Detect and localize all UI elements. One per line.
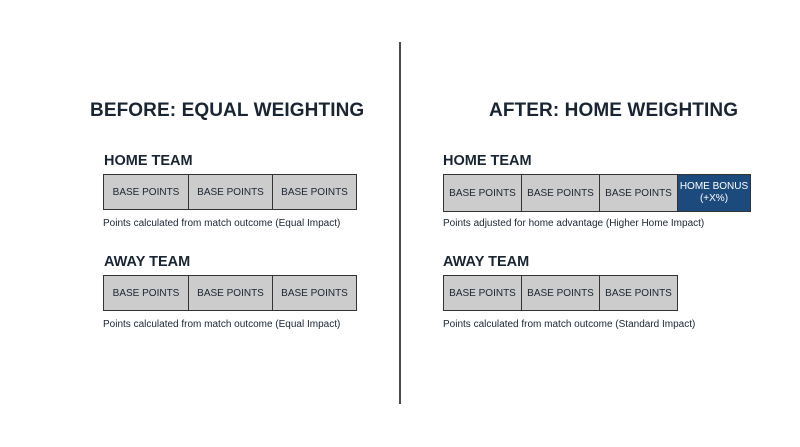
- after-home-note: Points adjusted for home advantage (Higher Home Impact): [443, 218, 705, 229]
- before-away-base-points-segment: BASE POINTS: [104, 276, 189, 310]
- after-away-team-label: AWAY TEAM: [443, 254, 530, 270]
- home-bonus-label: HOME BONUS: [679, 181, 749, 192]
- after-away-bar: [443, 275, 678, 311]
- after-home-team-label: HOME TEAM: [443, 153, 532, 169]
- after-title: AFTER: HOME WEIGHTING: [489, 100, 739, 121]
- after-away-base-points-segment: BASE POINTS: [600, 276, 677, 310]
- after-away-base-points-segment: BASE POINTS: [444, 276, 522, 310]
- before-home-base-points-segment: BASE POINTS: [273, 175, 356, 209]
- before-home-team-label: HOME TEAM: [104, 153, 193, 169]
- after-away-base-points-segment: BASE POINTS: [522, 276, 600, 310]
- before-title: BEFORE: EQUAL WEIGHTING: [90, 100, 365, 121]
- before-away-team-label: AWAY TEAM: [104, 254, 191, 270]
- home-bonus-percent: (+X%): [699, 193, 729, 204]
- before-home-bar: [103, 174, 357, 210]
- after-home-base-points-segment: BASE POINTS: [522, 175, 600, 211]
- before-away-note: Points calculated from match outcome (Equal Impact): [103, 319, 341, 330]
- before-home-note: Points calculated from match outcome (Equal Impact): [103, 218, 341, 229]
- before-home-base-points-segment: BASE POINTS: [104, 175, 189, 209]
- panel-divider: [399, 42, 401, 404]
- before-home-base-points-segment: BASE POINTS: [189, 175, 273, 209]
- after-away-note: Points calculated from match outcome (Standard Impact): [443, 319, 696, 330]
- after-home-base-points-segment: BASE POINTS: [444, 175, 522, 211]
- after-home-base-points-segment: BASE POINTS: [600, 175, 678, 211]
- before-away-base-points-segment: BASE POINTS: [189, 276, 273, 310]
- home-bonus-segment: [678, 175, 750, 211]
- before-away-base-points-segment: BASE POINTS: [273, 276, 356, 310]
- before-away-bar: [103, 275, 357, 311]
- after-home-bar: [443, 174, 751, 212]
